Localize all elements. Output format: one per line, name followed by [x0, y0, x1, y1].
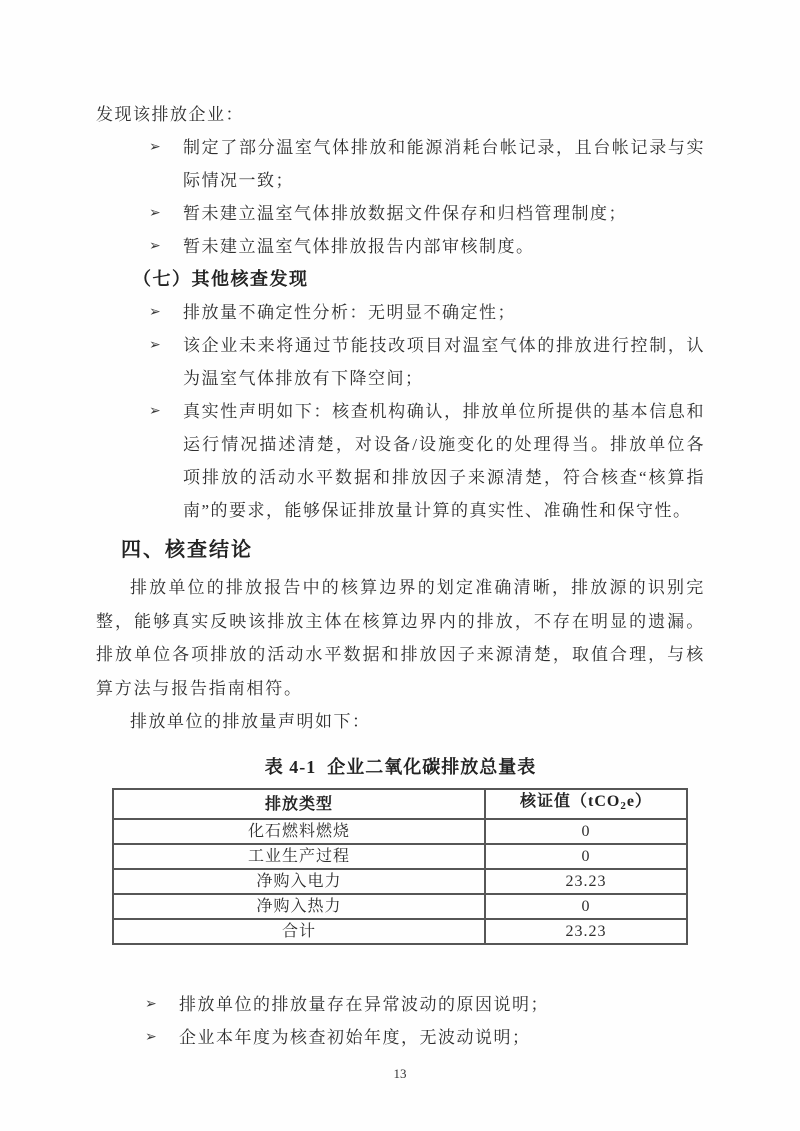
bullet-text: 企业本年度为核查初始年度，无波动说明；: [179, 1028, 531, 1047]
list-item: [96, 1021, 705, 1054]
document-content: [96, 98, 705, 1054]
list-item: [96, 988, 705, 1021]
bullet-arrow-icon: ➢: [145, 1029, 157, 1045]
list-item: [96, 296, 705, 329]
bullet-text: 排放量不确定性分析：无明显不确定性；: [183, 303, 516, 322]
list-item: [96, 395, 705, 527]
cell-verified-value: 23.23: [485, 919, 687, 944]
cell-emission-type: 合计: [113, 919, 485, 944]
bullet-arrow-icon: ➢: [149, 139, 161, 155]
page-number: 13: [393, 1066, 407, 1081]
section-heading-conclusion: 四、核查结论: [121, 539, 253, 561]
bullet-arrow-icon: ➢: [149, 403, 161, 419]
emissions-table: [112, 788, 688, 945]
cell-verified-value: 23.23: [485, 869, 687, 894]
statement-intro-line: 排放单位的排放量声明如下：: [130, 712, 371, 731]
section-heading-other-findings: （七）其他核查发现: [133, 269, 309, 289]
unit-suffix: e）: [626, 793, 652, 810]
cell-verified-value: 0: [485, 844, 687, 869]
unit-prefix: 核证值（tCO: [519, 793, 621, 810]
bullet-text: 暂未建立温室气体排放报告内部审核制度。: [183, 237, 535, 256]
list-item: [96, 329, 705, 395]
audit-findings-list: [96, 131, 705, 263]
table-caption: 表 4-1 企业二氧化碳排放总量表: [264, 757, 537, 777]
table-header-verified-value: [485, 789, 687, 819]
bullet-arrow-icon: ➢: [145, 996, 157, 1012]
closing-bullets-list: [96, 988, 705, 1054]
table-row: [113, 894, 687, 919]
bullet-text: 制定了部分温室气体排放和能源消耗台帐记录，且台帐记录与实际情况一致；: [183, 138, 705, 190]
bullet-arrow-icon: ➢: [149, 304, 161, 320]
unit-subscript: 2: [620, 800, 627, 812]
cell-emission-type: 净购入电力: [113, 869, 485, 894]
bullet-text: 真实性声明如下：核查机构确认，排放单位所提供的基本信息和运行情况描述清楚，对设备/设施变化的处理得当。排放单位各项排放的活动水平数据和排放因子来源清楚，符合核查“核算指南”的要求，能够保证排放量计算的真实性、准确性和保守性。: [183, 402, 705, 520]
table-row: [113, 869, 687, 894]
list-item: [96, 197, 705, 230]
bullet-arrow-icon: ➢: [149, 238, 161, 254]
cell-emission-type: 化石燃料燃烧: [113, 819, 485, 844]
bullet-arrow-icon: ➢: [149, 205, 161, 221]
conclusion-paragraph: 排放单位的排放报告中的核算边界的划定准确清晰，排放源的识别完整，能够真实反映该排放主体在核算边界内的排放，不存在明显的遗漏。排放单位各项排放的活动水平数据和排放因子来源清楚，取值合理，与核算方法与报告指南相符。: [96, 578, 705, 698]
bullet-arrow-icon: ➢: [149, 337, 161, 353]
table-header-row: [113, 789, 687, 819]
other-findings-list: [96, 296, 705, 527]
bullet-text: 暂未建立温室气体排放数据文件保存和归档管理制度；: [183, 204, 627, 223]
table-header-emission-type: 排放类型: [113, 789, 485, 819]
bullet-text: 排放单位的排放量存在异常波动的原因说明；: [179, 995, 549, 1014]
list-item: [96, 131, 705, 197]
intro-line: 发现该排放企业：: [96, 105, 244, 124]
table-row: [113, 844, 687, 869]
list-item: [96, 230, 705, 263]
cell-emission-type: 工业生产过程: [113, 844, 485, 869]
cell-emission-type: 净购入热力: [113, 894, 485, 919]
table-row: [113, 819, 687, 844]
cell-verified-value: 0: [485, 894, 687, 919]
cell-verified-value: 0: [485, 819, 687, 844]
table-row: [113, 919, 687, 944]
bullet-text: 该企业未来将通过节能技改项目对温室气体的排放进行控制，认为温室气体排放有下降空间；: [183, 336, 705, 388]
